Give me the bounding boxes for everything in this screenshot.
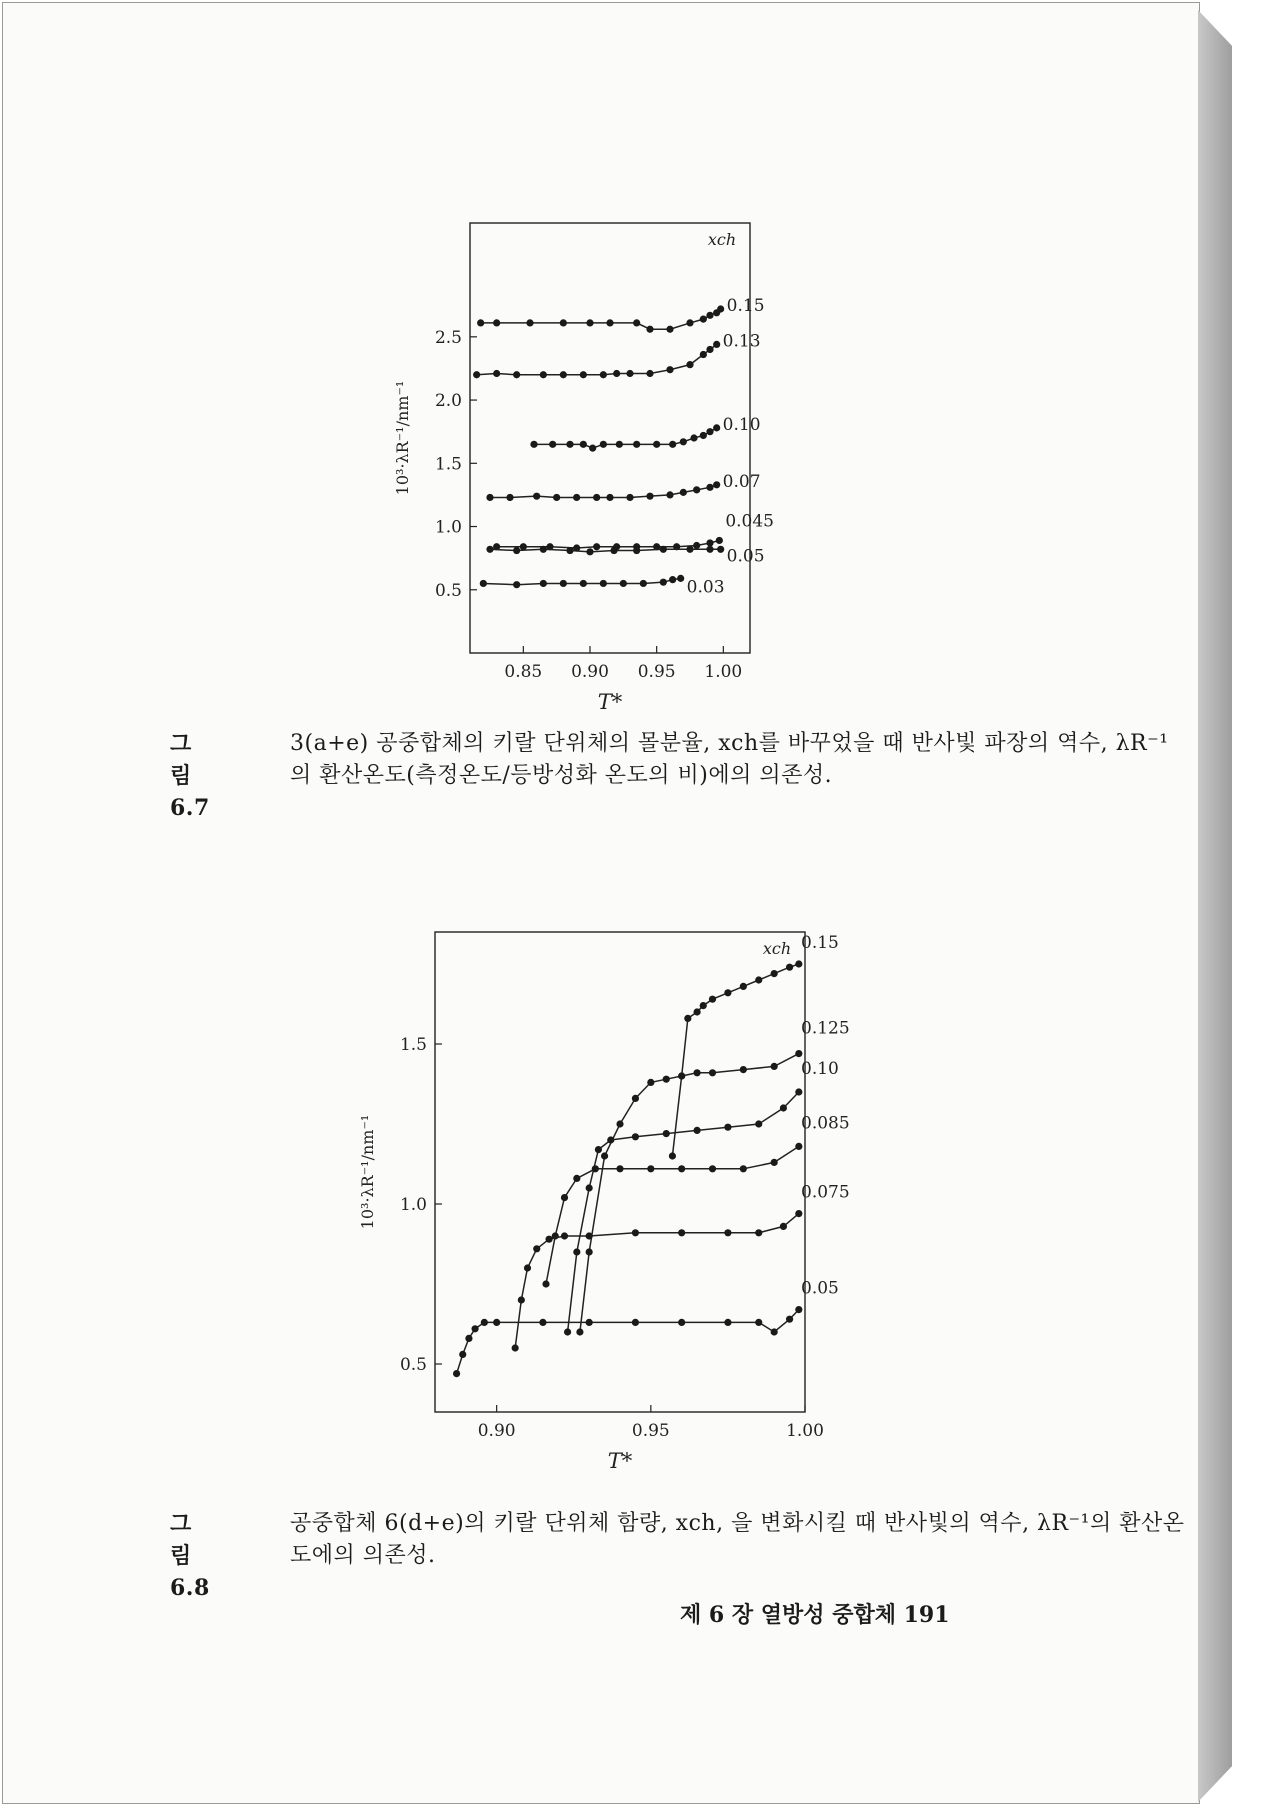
data-point	[706, 346, 713, 353]
data-point	[493, 1319, 500, 1326]
caption-number: 그림 6.8	[170, 1511, 210, 1601]
data-point	[553, 494, 560, 501]
data-point	[646, 493, 653, 500]
series-line	[457, 1310, 799, 1374]
series-line	[477, 344, 717, 374]
data-point	[607, 1136, 614, 1143]
data-point	[606, 319, 613, 326]
data-point	[666, 366, 673, 373]
data-point	[486, 494, 493, 501]
data-point	[600, 580, 607, 587]
data-point	[678, 1072, 685, 1079]
data-point	[693, 1008, 700, 1015]
data-point	[580, 441, 587, 448]
data-point	[473, 371, 480, 378]
data-point	[586, 1184, 593, 1191]
data-point	[493, 370, 500, 377]
data-point	[540, 546, 547, 553]
data-point	[616, 1165, 623, 1172]
data-point	[755, 1319, 762, 1326]
data-point	[640, 580, 647, 587]
data-point	[693, 542, 700, 549]
data-point	[740, 1165, 747, 1172]
data-point	[512, 1344, 519, 1351]
data-point	[706, 312, 713, 319]
x-axis-label: T*	[607, 1449, 633, 1473]
data-point	[459, 1351, 466, 1358]
data-point	[740, 983, 747, 990]
series-line	[568, 1092, 799, 1332]
data-point	[493, 319, 500, 326]
data-point	[693, 486, 700, 493]
data-point	[755, 1229, 762, 1236]
data-point	[786, 964, 793, 971]
data-point	[660, 579, 667, 586]
data-point	[680, 438, 687, 445]
data-point	[633, 319, 640, 326]
data-point	[677, 575, 684, 582]
data-point	[709, 1165, 716, 1172]
data-point	[795, 1143, 802, 1150]
series-line	[580, 1054, 799, 1332]
data-point	[678, 1165, 685, 1172]
data-point	[780, 1104, 787, 1111]
data-point	[576, 1328, 583, 1335]
data-point	[626, 370, 633, 377]
data-point	[632, 1133, 639, 1140]
data-point	[481, 1319, 488, 1326]
data-point	[632, 1229, 639, 1236]
data-point	[626, 494, 633, 501]
data-point	[486, 546, 493, 553]
data-point	[524, 1264, 531, 1271]
data-point	[686, 546, 693, 553]
data-point	[589, 445, 596, 452]
data-point	[755, 976, 762, 983]
data-point	[795, 960, 802, 967]
data-point	[540, 580, 547, 587]
data-point	[713, 481, 720, 488]
series-label: 0.05	[801, 1278, 839, 1299]
y-tick-label: 1.0	[434, 517, 462, 538]
data-point	[580, 580, 587, 587]
y-tick-label: 1.0	[399, 1195, 427, 1215]
data-point	[700, 351, 707, 358]
data-point	[795, 1088, 802, 1095]
data-point	[724, 989, 731, 996]
caption-text: 공중합체 6(d+e)의 키랄 단위체 함량, xch, 을 변화시킬 때 반사빛의 역수, λR⁻¹의 환산온도에의 의존성.	[290, 1511, 1185, 1568]
data-point	[471, 1325, 478, 1332]
data-point	[540, 371, 547, 378]
series-label: 0.075	[801, 1182, 850, 1203]
series-line	[481, 309, 721, 329]
series-line	[497, 540, 720, 548]
data-point	[669, 576, 676, 583]
data-point	[647, 1165, 654, 1172]
data-point	[684, 1015, 691, 1022]
data-point	[600, 441, 607, 448]
data-point	[771, 1063, 778, 1070]
data-point	[653, 441, 660, 448]
chart-figure-6-7	[360, 205, 810, 715]
data-point	[709, 996, 716, 1003]
data-point	[518, 1296, 525, 1303]
series-line	[672, 964, 798, 1156]
data-point	[561, 1194, 568, 1201]
data-point	[477, 319, 484, 326]
series-label: 0.045	[725, 511, 775, 532]
data-point	[686, 361, 693, 368]
data-point	[593, 543, 600, 550]
data-point	[663, 1130, 670, 1137]
data-point	[716, 537, 723, 544]
data-point	[539, 1319, 546, 1326]
series-line	[490, 549, 721, 552]
data-point	[786, 1316, 793, 1323]
data-point	[606, 494, 613, 501]
data-point	[564, 1328, 571, 1335]
data-point	[700, 1002, 707, 1009]
data-point	[453, 1370, 460, 1377]
x-tick-label: 1.00	[704, 662, 743, 682]
data-point	[771, 1328, 778, 1335]
chart-figure-6-8	[330, 920, 850, 1480]
data-point	[573, 494, 580, 501]
data-point	[633, 441, 640, 448]
y-axis-label: 10³·λR⁻¹/nm⁻¹	[393, 380, 412, 496]
data-point	[616, 441, 623, 448]
data-point	[542, 1280, 549, 1287]
data-point	[633, 547, 640, 554]
data-point	[586, 1319, 593, 1326]
data-point	[713, 424, 720, 431]
data-point	[573, 1175, 580, 1182]
data-point	[549, 441, 556, 448]
data-point	[771, 1159, 778, 1166]
data-point	[616, 1120, 623, 1127]
data-point	[545, 1236, 552, 1243]
data-point	[740, 1066, 747, 1073]
legend-title: xch	[762, 939, 792, 958]
data-point	[647, 1079, 654, 1086]
data-point	[724, 1229, 731, 1236]
data-point	[771, 970, 778, 977]
data-point	[513, 547, 520, 554]
data-point	[713, 341, 720, 348]
data-point	[530, 441, 537, 448]
data-point	[573, 1248, 580, 1255]
series-label: 0.13	[722, 331, 761, 352]
series-label: 0.085	[801, 1113, 850, 1134]
data-point	[586, 548, 593, 555]
data-point	[533, 493, 540, 500]
data-point	[600, 371, 607, 378]
page-edge-shadow	[1198, 10, 1232, 1802]
data-point	[680, 489, 687, 496]
series-label: 0.10	[722, 414, 761, 435]
data-point	[601, 1152, 608, 1159]
data-point	[526, 319, 533, 326]
data-point	[709, 1069, 716, 1076]
data-point	[586, 319, 593, 326]
data-point	[566, 441, 573, 448]
data-point	[780, 1223, 787, 1230]
data-point	[669, 441, 676, 448]
data-point	[717, 546, 724, 553]
x-tick-label: 0.85	[504, 662, 543, 682]
data-point	[795, 1210, 802, 1217]
data-point	[561, 1232, 568, 1239]
data-point	[717, 305, 724, 312]
data-point	[795, 1050, 802, 1057]
y-tick-label: 1.5	[399, 1035, 427, 1055]
y-tick-label: 0.5	[434, 580, 462, 601]
data-point	[465, 1335, 472, 1342]
data-point	[700, 432, 707, 439]
data-point	[693, 1127, 700, 1134]
series-label: 0.15	[801, 933, 839, 953]
caption-number: 그림 6.7	[170, 731, 210, 821]
data-point	[560, 319, 567, 326]
data-point	[513, 581, 520, 588]
data-point	[620, 580, 627, 587]
y-tick-label: 0.5	[399, 1355, 427, 1375]
data-point	[520, 543, 527, 550]
data-point	[646, 370, 653, 377]
data-point	[646, 326, 653, 333]
series-label: 0.05	[726, 546, 765, 567]
data-point	[632, 1319, 639, 1326]
data-point	[706, 546, 713, 553]
data-point	[795, 1306, 802, 1313]
series-label: 0.125	[801, 1018, 850, 1039]
x-tick-label: 0.90	[571, 662, 609, 682]
x-axis-label: T*	[597, 690, 623, 714]
data-point	[686, 319, 693, 326]
y-tick-label: 1.5	[434, 454, 462, 475]
data-point	[678, 1319, 685, 1326]
data-point	[660, 546, 667, 553]
legend-title: xch	[707, 230, 737, 249]
y-tick-label: 2.5	[434, 327, 462, 348]
data-point	[533, 1245, 540, 1252]
series-line	[534, 428, 717, 448]
x-tick-label: 0.95	[637, 662, 676, 682]
data-point	[690, 434, 697, 441]
data-point	[669, 1152, 676, 1159]
data-point	[513, 371, 520, 378]
data-point	[666, 491, 673, 498]
data-point	[693, 1069, 700, 1076]
y-tick-label: 2.0	[434, 391, 462, 412]
data-point	[666, 326, 673, 333]
data-point	[506, 494, 513, 501]
series-label: 0.15	[726, 296, 765, 316]
data-point	[706, 428, 713, 435]
data-point	[613, 370, 620, 377]
series-label: 0.03	[686, 577, 725, 598]
data-point	[706, 539, 713, 546]
data-point	[724, 1124, 731, 1131]
data-point	[595, 1146, 602, 1153]
data-point	[480, 580, 487, 587]
data-point	[560, 580, 567, 587]
data-point	[592, 1165, 599, 1172]
data-point	[586, 1248, 593, 1255]
series-label: 0.10	[801, 1059, 839, 1079]
data-point	[566, 547, 573, 554]
data-point	[663, 1076, 670, 1083]
y-axis-label: 10³·λR⁻¹/nm⁻¹	[358, 1114, 377, 1230]
data-point	[610, 547, 617, 554]
page-footer: 제 6 장 열방성 중합체 191	[680, 1602, 950, 1628]
x-tick-label: 0.90	[477, 1421, 516, 1441]
series-label: 0.07	[722, 471, 761, 492]
data-point	[560, 371, 567, 378]
x-tick-label: 1.00	[786, 1421, 824, 1441]
data-point	[580, 371, 587, 378]
data-point	[755, 1120, 762, 1127]
data-point	[632, 1095, 639, 1102]
data-point	[678, 1229, 685, 1236]
data-point	[586, 1232, 593, 1239]
x-tick-label: 0.95	[631, 1421, 670, 1441]
data-point	[724, 1319, 731, 1326]
data-point	[593, 494, 600, 501]
data-point	[706, 484, 713, 491]
caption-text: 3(a+e) 공중합체의 키랄 단위체의 몰분율, xch를 바꾸었을 때 반사빛 파장의 역수, λR⁻¹의 환산온도(측정온도/등방성화 온도의 비)에의 의존성.	[290, 731, 1169, 788]
data-point	[700, 316, 707, 323]
